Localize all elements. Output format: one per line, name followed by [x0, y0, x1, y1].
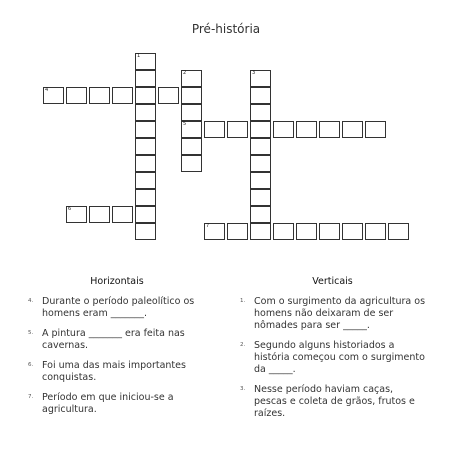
grid-cell[interactable]	[250, 155, 271, 172]
grid-cell[interactable]	[273, 121, 294, 138]
clue-v-3	[240, 384, 425, 420]
grid-cell[interactable]	[181, 87, 202, 104]
horizontal-clues	[28, 276, 206, 424]
horizontal-heading: Horizontais	[90, 276, 144, 287]
grid-cell[interactable]	[135, 87, 156, 104]
clue-number: 5.	[28, 330, 34, 336]
grid-cell[interactable]	[66, 87, 87, 104]
grid-number: 1	[137, 53, 141, 59]
grid-cell[interactable]	[112, 87, 133, 104]
grid-cell[interactable]	[319, 121, 340, 138]
clue-h-6	[28, 360, 206, 384]
grid-cell[interactable]	[135, 138, 156, 155]
grid-cell[interactable]	[135, 121, 156, 138]
grid-cell[interactable]	[250, 189, 271, 206]
grid-cell[interactable]	[342, 223, 363, 240]
grid-cell[interactable]	[296, 121, 317, 138]
grid-number: 2	[183, 70, 187, 76]
grid-cell[interactable]	[250, 223, 271, 240]
grid-cell[interactable]	[181, 104, 202, 121]
grid-cell[interactable]	[112, 206, 133, 223]
grid-cell[interactable]	[296, 223, 317, 240]
clue-number: 3.	[240, 386, 246, 392]
grid-cell[interactable]	[227, 121, 248, 138]
clue-text: Com o surgimento da agricultura os homens não deixaram de ser nômades para ser _____.	[254, 296, 426, 331]
grid-cell[interactable]	[204, 121, 225, 138]
grid-cell[interactable]	[181, 155, 202, 172]
grid-cell[interactable]	[135, 223, 156, 240]
grid-cell[interactable]	[181, 138, 202, 155]
grid-cell[interactable]	[250, 206, 271, 223]
grid-cell[interactable]	[250, 104, 271, 121]
clue-number: 6.	[28, 362, 34, 368]
clue-number: 1.	[240, 298, 246, 304]
clue-number: 2.	[240, 342, 246, 348]
clue-text: A pintura _______ era feita nas cavernas.	[42, 328, 185, 351]
clue-v-2	[240, 340, 425, 376]
grid-cell[interactable]	[342, 121, 363, 138]
vertical-heading: Verticais	[312, 276, 353, 287]
grid-cell[interactable]	[135, 172, 156, 189]
grid-cell[interactable]	[273, 223, 294, 240]
grid-number: 3	[252, 70, 256, 76]
grid-cell[interactable]	[365, 121, 386, 138]
clue-number: 4.	[28, 298, 34, 304]
clue-h-5	[28, 328, 206, 352]
grid-cell[interactable]	[388, 223, 409, 240]
grid-number: 4	[45, 87, 49, 93]
clue-h-4	[28, 296, 206, 320]
vertical-clues	[240, 276, 425, 428]
grid-number: 6	[68, 206, 72, 212]
grid-cell[interactable]	[135, 70, 156, 87]
grid-cell[interactable]	[250, 87, 271, 104]
grid-cell[interactable]	[158, 87, 179, 104]
clue-text: Nesse período haviam caças, pescas e coleta de grãos, frutos e raízes.	[254, 384, 415, 419]
grid-cell[interactable]	[135, 155, 156, 172]
grid-cell[interactable]	[250, 121, 271, 138]
grid-cell[interactable]	[89, 87, 110, 104]
page-title: Pré-história	[191, 22, 261, 36]
clue-v-1	[240, 296, 425, 332]
grid-cell[interactable]	[250, 138, 271, 155]
grid-cell[interactable]	[319, 223, 340, 240]
grid-cell[interactable]	[135, 206, 156, 223]
clue-h-7	[28, 392, 206, 416]
grid-cell[interactable]	[365, 223, 386, 240]
grid-cell[interactable]	[89, 206, 110, 223]
clue-text: Período em que iniciou-se a agricultura.	[42, 392, 174, 415]
grid-cell[interactable]	[250, 172, 271, 189]
grid-number: 5	[183, 121, 187, 127]
grid-cell[interactable]	[135, 104, 156, 121]
clue-text: Foi uma das mais importantes conquistas.	[42, 360, 186, 383]
clue-text: Segundo alguns historiados a história começou com o surgimento da _____.	[254, 340, 425, 375]
clue-number: 7.	[28, 394, 34, 400]
grid-cell[interactable]	[135, 189, 156, 206]
grid-number: 7	[206, 223, 210, 229]
clue-text: Durante o período paleolítico os homens eram _______.	[42, 296, 195, 319]
grid-cell[interactable]	[227, 223, 248, 240]
